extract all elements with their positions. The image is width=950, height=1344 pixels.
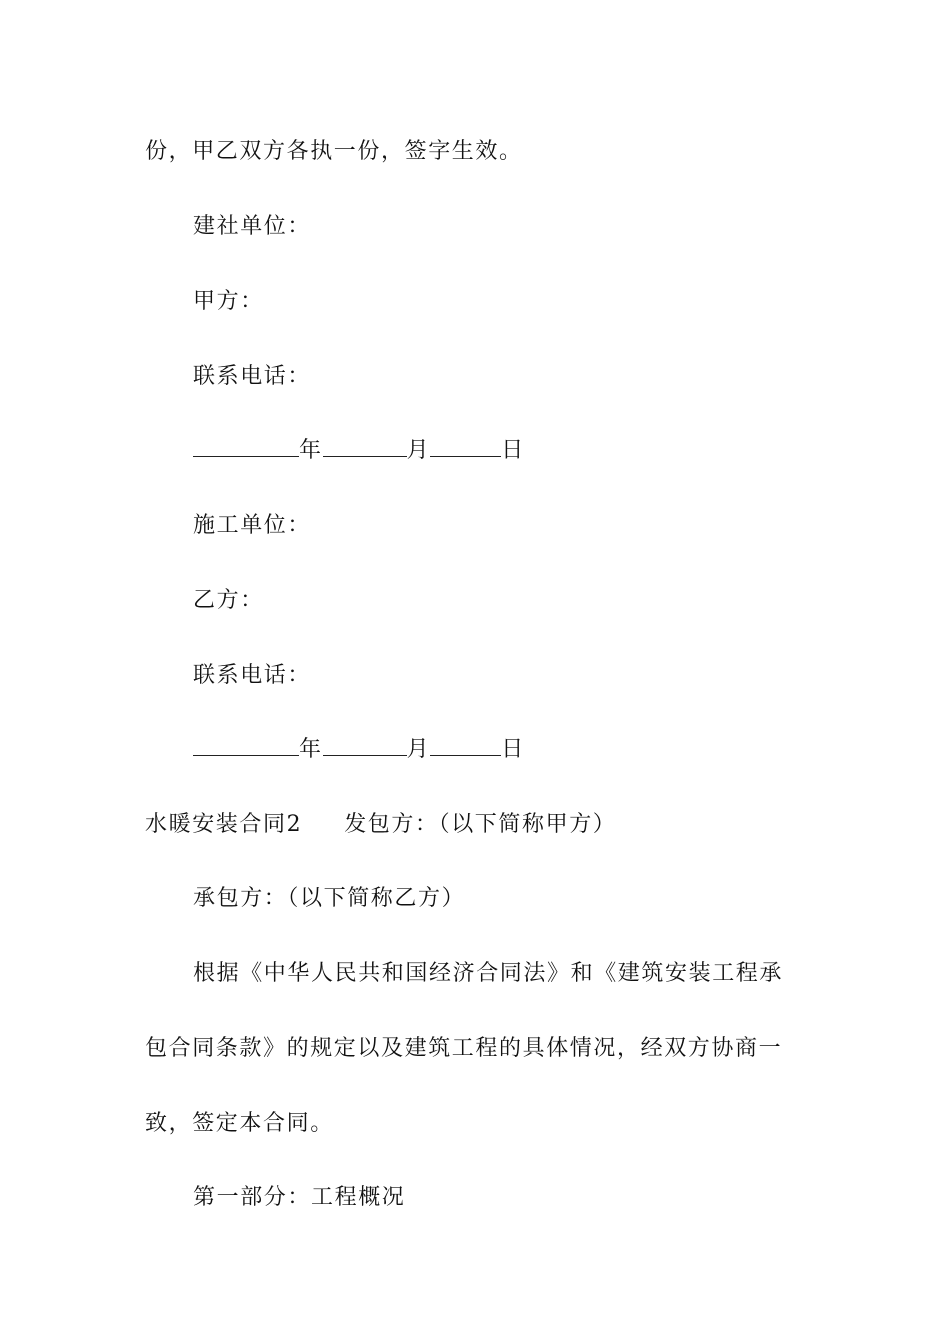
paragraph-line: 根据《中华人民共和国经济合同法》和《建筑安装工程承 (193, 961, 784, 986)
paragraph-line: 致，签定本合同。 (145, 1111, 334, 1136)
month-blank (323, 436, 407, 457)
day-blank (430, 436, 501, 457)
date-line-2 (193, 735, 823, 765)
year-label: 年 (299, 737, 323, 762)
day-blank (430, 735, 501, 756)
construction-unit-label: 建社单位： (193, 214, 312, 239)
date-line-1 (193, 436, 823, 466)
contract-heading-line (145, 810, 825, 840)
contractor-label: 承包方：（以下简称乙方） (193, 886, 466, 911)
month-label: 月 (406, 737, 431, 762)
month-blank (323, 735, 407, 756)
contact-phone-label: 联系电话： (193, 364, 312, 389)
month-label: 月 (406, 438, 431, 463)
construction-company-label: 施工单位： (193, 513, 312, 538)
section-heading: 第一部分：工程概况 (193, 1185, 406, 1210)
paragraph-line: 包合同条款》的规定以及建筑工程的具体情况，经双方协商一 (145, 1036, 783, 1061)
contact-phone-label: 联系电话： (193, 663, 312, 688)
employer-label: 发包方：（以下简称甲方） (344, 812, 617, 837)
contract-title: 水暖安装合同2 (145, 812, 303, 837)
text-line: 份，甲乙双方各执一份，签字生效。 (145, 139, 523, 164)
year-label: 年 (299, 438, 323, 463)
day-label: 日 (501, 438, 525, 463)
party-b-label: 乙方： (193, 588, 264, 613)
party-a-label: 甲方： (193, 289, 264, 314)
year-blank (193, 735, 299, 756)
day-label: 日 (501, 737, 525, 762)
year-blank (193, 436, 299, 457)
